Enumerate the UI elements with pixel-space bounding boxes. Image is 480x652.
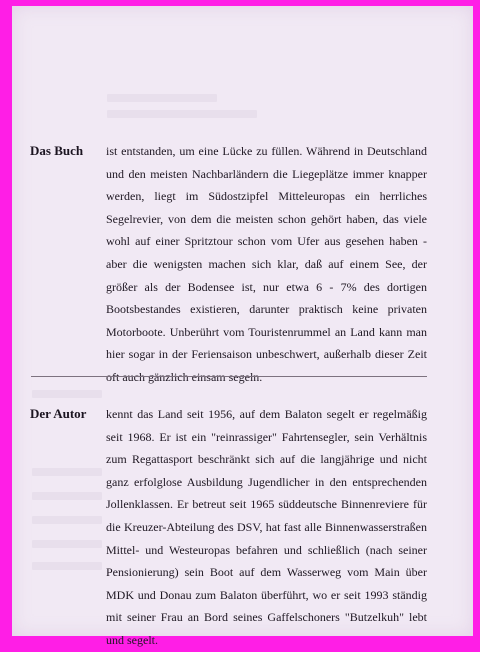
show-through-mark <box>32 468 102 476</box>
book-description: ist entstanden, um eine Lücke zu füllen. Während in Deutschland und den meisten Nachbarländern die Liegeplätze immer knapper werden, liegt im Südostzipfel Mitteleuropas ein herrliches Segelrevier, von dem die meisten schon gehört haben, das viele wohl auf einer Spritztour schon vom Ufer aus gesehen haben - aber die wenigsten machen sich klar, daß auf einem See, der größer als der Bodensee ist, nur etwa 6 - 7% des dortigen Bootsbestandes existieren, darunter praktisch keine privaten Motorboote. Unberührt vom Touristenrummel an Land kann man hier sogar in der Feriensaison unbeschwert, außerhalb dieser Zeit oft auch gänzlich einsam segeln. <box>106 144 427 384</box>
author-biography: kennt das Land seit 1956, auf dem Balaton segelt er regelmäßig seit 1968. Er ist ein "reinrassiger" Fahrtensegler, sein Verhältnis zum Regattasport beschränkt sich auf die langjährige und nicht ganz erfolglose Ausbildung Jugendlicher in den entsprechenden Jollenklassen. Er betreut seit 1965 süddeutsche Binnenreviere für die Kreuzer-Abteilung des DSV, hat fast alle Binnenwasserstraßen Mittel- und Westeuropas befahren und schließlich (nach seiner Pensionierung) sein Boot auf dem Wasserweg vom Main über MDK und Donau zum Balaton überführt, wo er seit 1993 ständig mit seiner Frau an Bord seines Gaffelschoners "Butzelkuh" lebt und segelt. <box>106 407 427 647</box>
section-divider <box>31 376 427 377</box>
show-through-mark <box>32 516 102 524</box>
show-through-mark <box>107 110 257 118</box>
book-page <box>12 6 473 647</box>
show-through-mark <box>32 390 102 398</box>
show-through-mark <box>32 492 102 500</box>
show-through-mark <box>32 562 102 570</box>
author-heading: Der Autor <box>30 406 87 421</box>
show-through-mark <box>107 94 217 102</box>
book-heading: Das Buch <box>30 143 84 158</box>
show-through-mark <box>32 540 102 548</box>
